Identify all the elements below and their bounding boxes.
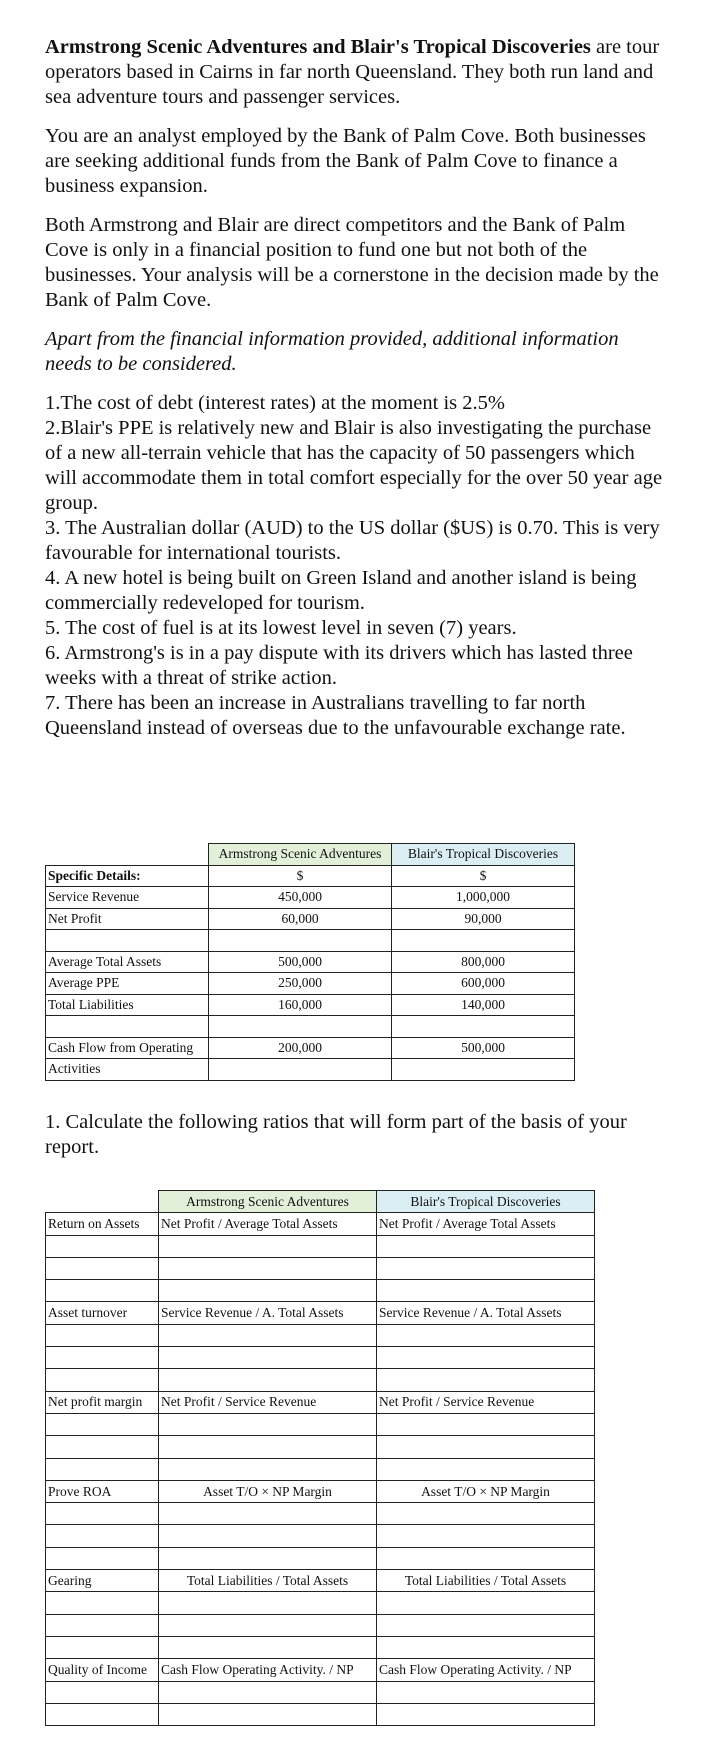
- ratio-label: Quality of Income: [46, 1659, 159, 1681]
- intro-paragraph-3: Both Armstrong and Blair are direct competitors and the Bank of Palm Cove is only in a financial position to fund one but not both of the businesses. Your analysis will be a cornerstone in the decision made by the Bank of Palm Cove.: [45, 214, 659, 311]
- answer-row: [46, 1280, 595, 1302]
- intro-paragraph-1: [45, 35, 665, 110]
- ratio-label: Prove ROA: [46, 1480, 159, 1502]
- answer-row: [46, 1324, 595, 1346]
- ratio-label: Gearing: [46, 1570, 159, 1592]
- answer-cell[interactable]: [377, 1347, 595, 1369]
- formula-blair: Net Profit / Service Revenue: [377, 1391, 595, 1413]
- answer-cell[interactable]: [159, 1592, 377, 1614]
- table-row: [46, 930, 575, 952]
- answer-cell[interactable]: [377, 1436, 595, 1458]
- answer-cell[interactable]: [159, 1503, 377, 1525]
- formula-blair: Service Revenue / A. Total Assets: [377, 1302, 595, 1324]
- formula-blair: Asset T/O × NP Margin: [377, 1480, 595, 1502]
- answer-row: [46, 1235, 595, 1257]
- answer-row: [46, 1681, 595, 1703]
- answer-cell[interactable]: [159, 1547, 377, 1569]
- table-row: [46, 973, 575, 995]
- list-item: 5. The cost of fuel is at its lowest level in seven (7) years.: [45, 617, 517, 639]
- value-blair: 600,000: [392, 973, 575, 995]
- value-armstrong: 160,000: [209, 994, 392, 1016]
- list-item: 1.The cost of debt (interest rates) at the moment is 2.5%: [45, 392, 505, 414]
- answer-cell[interactable]: [159, 1636, 377, 1658]
- answer-row: [46, 1347, 595, 1369]
- row-label: Net Profit: [46, 908, 209, 930]
- formula-armstrong: Net Profit / Service Revenue: [159, 1391, 377, 1413]
- answer-cell[interactable]: [377, 1458, 595, 1480]
- answer-cell[interactable]: [377, 1614, 595, 1636]
- formula-armstrong: Service Revenue / A. Total Assets: [159, 1302, 377, 1324]
- answer-row: [46, 1614, 595, 1636]
- additional-info-list: [45, 391, 665, 741]
- answer-row: [46, 1703, 595, 1725]
- formula-armstrong: Total Liabilities / Total Assets: [159, 1570, 377, 1592]
- additional-info-heading: Apart from the financial information provided, additional information needs to be considered.: [45, 328, 619, 375]
- answer-cell[interactable]: [377, 1681, 595, 1703]
- currency-armstrong: $: [209, 865, 392, 887]
- answer-cell[interactable]: [159, 1235, 377, 1257]
- answer-cell[interactable]: [159, 1525, 377, 1547]
- answer-cell[interactable]: [159, 1703, 377, 1725]
- row-label: Cash Flow from Operating: [46, 1037, 209, 1059]
- row-label: Service Revenue: [46, 887, 209, 909]
- answer-cell[interactable]: [377, 1235, 595, 1257]
- answer-cell[interactable]: [159, 1458, 377, 1480]
- answer-cell[interactable]: [377, 1413, 595, 1435]
- list-item: 2.Blair's PPE is relatively new and Blair is also investigating the purchase of a new all-terrain vehicle that has the capacity of 50 passengers which will accommodate them in total comfort especially for the over 50 year age group.: [45, 417, 663, 514]
- table-row: [46, 1480, 595, 1502]
- header-armstrong: Armstrong Scenic Adventures: [209, 844, 392, 866]
- document-body: [45, 35, 665, 741]
- header-blair: Blair's Tropical Discoveries: [392, 844, 575, 866]
- specific-details-label: Specific Details:: [46, 865, 209, 887]
- answer-cell[interactable]: [159, 1614, 377, 1636]
- list-item: 3. The Australian dollar (AUD) to the US dollar ($US) is 0.70. This is very favourable for international tourists.: [45, 517, 660, 564]
- table-row: [46, 865, 575, 887]
- answer-cell[interactable]: [159, 1681, 377, 1703]
- value-armstrong: 200,000: [209, 1037, 392, 1059]
- answer-row: [46, 1503, 595, 1525]
- formula-blair: Total Liabilities / Total Assets: [377, 1570, 595, 1592]
- answer-row: [46, 1436, 595, 1458]
- answer-cell[interactable]: [159, 1369, 377, 1391]
- value-armstrong: 450,000: [209, 887, 392, 909]
- intro-paragraph-2: You are an analyst employed by the Bank of Palm Cove. Both businesses are seeking additional funds from the Bank of Palm Cove to finance a business expansion.: [45, 125, 646, 197]
- answer-row: [46, 1458, 595, 1480]
- formula-blair: Net Profit / Average Total Assets: [377, 1213, 595, 1235]
- financial-details-table: [45, 843, 575, 1081]
- answer-cell[interactable]: [159, 1324, 377, 1346]
- table-row: [46, 994, 575, 1016]
- row-label: Total Liabilities: [46, 994, 209, 1016]
- table-row: [46, 1016, 575, 1038]
- row-label: Activities: [46, 1059, 209, 1081]
- table-row: [46, 1391, 595, 1413]
- answer-cell[interactable]: [377, 1280, 595, 1302]
- header-blair: Blair's Tropical Discoveries: [377, 1191, 595, 1213]
- header-armstrong: Armstrong Scenic Adventures: [159, 1191, 377, 1213]
- ratio-label: Return on Assets: [46, 1213, 159, 1235]
- answer-cell[interactable]: [159, 1436, 377, 1458]
- list-item: 7. There has been an increase in Australians travelling to far north Queensland instead of overseas due to the unfavourable exchange rate.: [45, 692, 626, 739]
- company-names: Armstrong Scenic Adventures and Blair's Tropical Discoveries: [45, 36, 591, 58]
- answer-cell[interactable]: [159, 1413, 377, 1435]
- value-blair: 1,000,000: [392, 887, 575, 909]
- formula-armstrong: Cash Flow Operating Activity. / NP: [159, 1659, 377, 1681]
- list-item: 6. Armstrong's is in a pay dispute with its drivers which has lasted three weeks with a threat of strike action.: [45, 642, 633, 689]
- formula-armstrong: Asset T/O × NP Margin: [159, 1480, 377, 1502]
- table-row: [46, 1213, 595, 1235]
- answer-cell[interactable]: [377, 1592, 595, 1614]
- formula-blair: Cash Flow Operating Activity. / NP: [377, 1659, 595, 1681]
- question-1: 1. Calculate the following ratios that will form part of the basis of your report.: [45, 1111, 627, 1158]
- answer-cell[interactable]: [377, 1324, 595, 1346]
- ratio-label: Net profit margin: [46, 1391, 159, 1413]
- table-row: [46, 1037, 575, 1059]
- table-row: [46, 908, 575, 930]
- table-row: [46, 951, 575, 973]
- table-row: [46, 844, 575, 866]
- answer-cell[interactable]: [159, 1257, 377, 1279]
- list-item: 4. A new hotel is being built on Green Island and another island is being commercially redeveloped for tourism.: [45, 567, 637, 614]
- table-row: [46, 1659, 595, 1681]
- value-armstrong: 250,000: [209, 973, 392, 995]
- answer-cell[interactable]: [377, 1369, 595, 1391]
- answer-row: [46, 1413, 595, 1435]
- value-blair: 140,000: [392, 994, 575, 1016]
- answer-cell[interactable]: [377, 1636, 595, 1658]
- answer-row: [46, 1636, 595, 1658]
- answer-cell[interactable]: [377, 1525, 595, 1547]
- value-blair: 800,000: [392, 951, 575, 973]
- answer-cell[interactable]: [377, 1257, 595, 1279]
- answer-row: [46, 1257, 595, 1279]
- answer-cell[interactable]: [377, 1503, 595, 1525]
- row-label: Average Total Assets: [46, 951, 209, 973]
- table-row: [46, 1059, 575, 1081]
- value-blair: 90,000: [392, 908, 575, 930]
- ratio-label: Asset turnover: [46, 1302, 159, 1324]
- intro-paragraph-1-rest: are tour operators based in Cairns in far north Queensland. They both run land and sea adventure tours and passenger services.: [45, 36, 660, 108]
- formula-armstrong: Net Profit / Average Total Assets: [159, 1213, 377, 1235]
- row-label: Average PPE: [46, 973, 209, 995]
- currency-blair: $: [392, 865, 575, 887]
- value-armstrong: 500,000: [209, 951, 392, 973]
- answer-row: [46, 1547, 595, 1569]
- table-row: [46, 1302, 595, 1324]
- table-row: [46, 1570, 595, 1592]
- answer-cell[interactable]: [377, 1703, 595, 1725]
- answer-cell[interactable]: [377, 1547, 595, 1569]
- table-row: [46, 1191, 595, 1213]
- answer-cell[interactable]: [159, 1347, 377, 1369]
- answer-row: [46, 1525, 595, 1547]
- answer-row: [46, 1369, 595, 1391]
- table-row: [46, 887, 575, 909]
- value-armstrong: 60,000: [209, 908, 392, 930]
- value-blair: 500,000: [392, 1037, 575, 1059]
- answer-row: [46, 1592, 595, 1614]
- answer-cell[interactable]: [159, 1280, 377, 1302]
- ratios-table: [45, 1190, 595, 1726]
